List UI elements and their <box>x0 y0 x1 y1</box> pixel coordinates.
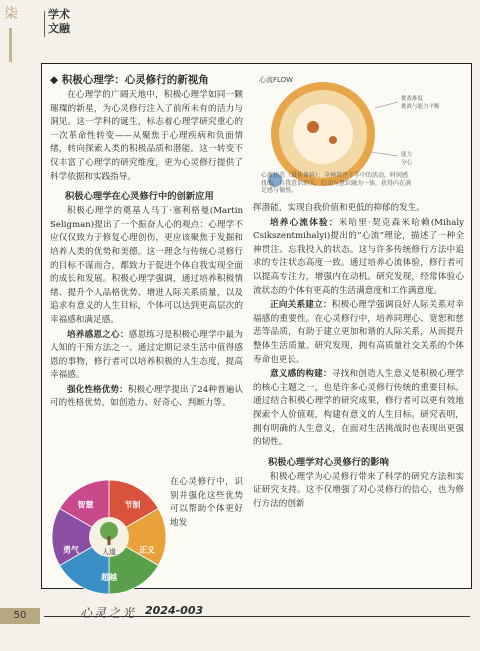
subheading-innovation: 积极心理学在心灵修行中的创新应用 <box>65 191 214 203</box>
magazine-name: 心灵之光 <box>80 606 137 620</box>
flow-pointer-2 <box>371 152 398 156</box>
wheel-svg <box>50 478 168 596</box>
strength-paragraph <box>50 384 243 411</box>
flow-pointer-1 <box>375 102 398 108</box>
gratitude-lead: 培养感恩之心： <box>67 329 129 340</box>
meaning-lead: 意义感的构建： <box>270 369 332 380</box>
strength-text: 积极心理学提出了24种普遍认可的性格优势，如创造力、好奇心、判断力等。 <box>50 384 243 409</box>
flow-caption: 心流状态（最佳体验）：全神贯注于手中的活动，时间感扭曲，自我意识消失，行动与意识融为一体，获得内在满足感与愉悦。 <box>261 172 412 194</box>
column-tag-line-1: 学术 <box>48 8 70 21</box>
wheel-segment-label: 节制 <box>124 500 141 510</box>
corner-ornament <box>4 6 20 66</box>
column-tag-line-2: 文融 <box>48 22 70 35</box>
character-strengths-wheel <box>50 478 168 596</box>
flow-title: 心流FLOW <box>259 76 294 84</box>
flow-note-4: 分心 <box>401 160 413 166</box>
flow-orb-1 <box>307 121 319 133</box>
flow-paragraph <box>253 217 464 299</box>
gratitude-paragraph <box>50 329 243 383</box>
strength-lead: 强化性格优势： <box>67 384 128 395</box>
flow-note-2: 挑战与能力平衡 <box>401 104 440 110</box>
flow-core <box>293 104 353 164</box>
meaning-paragraph <box>253 368 464 450</box>
wheel-segment-label: 勇气 <box>62 545 79 555</box>
issue-number: 2024-003 <box>145 604 204 617</box>
flow-note-3: 能力 <box>401 152 413 158</box>
section-title: ◆ 积极心理学：心灵修行的新视角 <box>50 74 209 86</box>
wheel-segment-label: 正义 <box>139 545 156 555</box>
relation-text: 积极心理学强调良好人际关系对幸福感的重要性。在心灵修行中，培养同理心、宽恕和慈悲等品质，有助于建立更加和谐的人际关系，从而提升整体生活质量。研究发现，拥有高质量社交关系的个体寿命也更长。 <box>253 300 464 365</box>
flow-note-1: 挑战难度 <box>401 96 424 102</box>
wheel-segment-label: 超越 <box>101 573 117 582</box>
intro-paragraph: 在心理学的广阔天地中，积极心理学如同一颗璀璨的新星，为心灵修行注入了前所未有的活力与洞见。这一学科的诞生，标志着心理学研究重心的一次革命性转变——从聚焦于心理疾病和负面情绪，转向探索人类的积极品质和潜能。这一转变不仅丰富了心理学的研究维度，更为心灵修行提供了科学依据和实践指导。 <box>50 90 243 182</box>
meaning-text: 寻找和创造人生意义是积极心理学的核心主题之一，也是许多心灵修行传统的重要目标。通过结合积极心理学的研究成果，修行者可以更有效地探索个人价值观，构建有意义的人生目标。研究表明，拥有明确的人生意义，在面对生活挑战时也表现出更强的韧性。 <box>253 369 464 448</box>
seligman-paragraph: 积极心理学的奠基人马丁·塞利格曼(Martin Seligman)提出了一个振奋人心的观点：心理学不应仅仅致力于修复心理创伤，更应该聚焦于发掘和培养人类的优势和美德。这一理念与传统心灵修行的目标不谋而合，都致力于促进个体自我实现全面的成长和发展。积极心理学强调，通过培养积极情绪、提升个人品格优势、增进人际关系质量，以及追求有意义的人生目标，个体可以达到更高层次的幸福感和满足感。 <box>50 206 243 325</box>
right-continuation: 挥潜能，实现自我价值和更低的抑郁的发生。 <box>253 203 425 213</box>
page-number: 50 <box>0 608 40 624</box>
flow-lead: 培养心流体验： <box>270 217 339 228</box>
wheel-center-label: 人道 <box>102 548 116 556</box>
corner-char: 柒 <box>4 6 18 22</box>
right-column <box>253 72 464 512</box>
gratitude-text: 感恩练习是积极心理学中最为人知的干预方法之一。通过定期记录生活中值得感恩的事物，修行者可以培养积极的人生态度，提高幸福感。 <box>50 329 243 381</box>
wheel-trunk <box>108 536 111 545</box>
flow-orb-2 <box>329 136 337 144</box>
impact-paragraph: 积极心理学为心灵修行带来了科学的研究方法和实证研究支持。这不仅增强了对心灵修行的信心，也为修行方法的创新 <box>253 471 464 509</box>
strength-continued: 在心灵修行中，识别并强化这些优势可以帮助个体更好地发 <box>170 477 243 528</box>
relation-lead: 正向关系建立： <box>270 300 332 311</box>
corner-bar <box>9 28 12 62</box>
flow-figure <box>253 72 464 202</box>
relation-paragraph <box>253 299 464 367</box>
flow-text: 米哈里·契克森米哈赖(Mihaly Csikszentmihalyi)提出的“心流”理论，描述了一种全神贯注、忘我投入的状态。这与许多传统修行方法中追求的专注状态高度一致。通过培养心流体验，修行者可以提高专注力，增强内在动机。研究发现，经常体验心流状态的个体有更高的生活满意度和工作满意度。 <box>253 217 464 296</box>
column-tag-divider <box>44 11 45 37</box>
left-column <box>50 72 243 412</box>
strength-wrap-text <box>170 476 243 531</box>
column-tag <box>30 8 70 36</box>
wheel-segment-label: 智慧 <box>77 500 94 510</box>
subheading-impact: 积极心理学对心灵修行的影响 <box>268 456 389 468</box>
